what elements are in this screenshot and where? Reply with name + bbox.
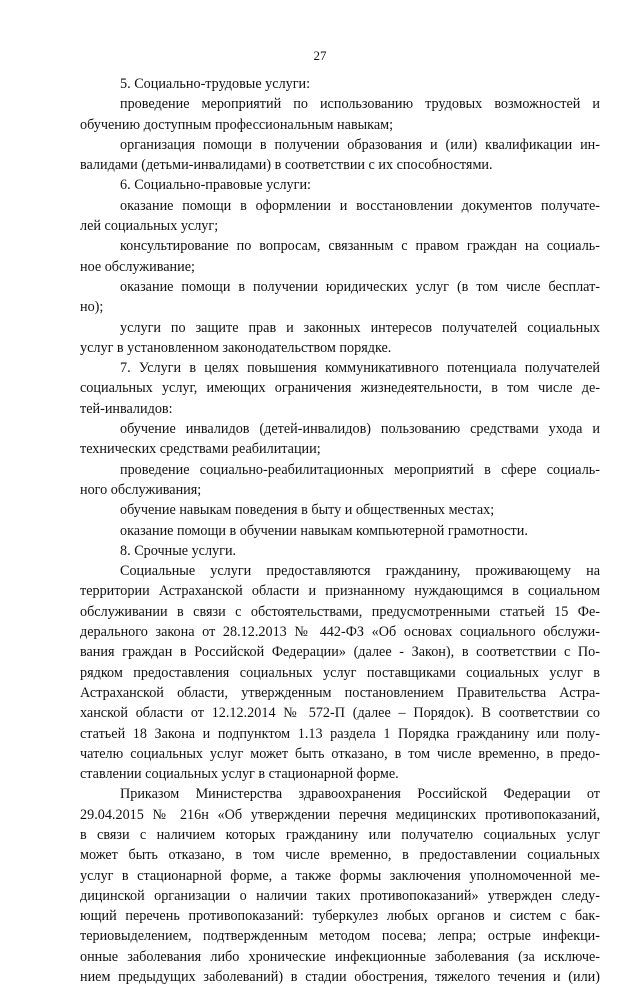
text-line: ставлении социальных услуг в стационарной форме. xyxy=(80,766,399,783)
text-line: обучение навыкам поведения в быту и общественных местах; xyxy=(120,502,495,519)
text-line: оказание помощи в оформлении и восстановлении документов получате- xyxy=(120,197,600,214)
text-line: Приказом Министерства здравоохранения Российской Федерации от xyxy=(120,786,600,803)
text-line: статьей 18 Закона и подпунктом 1.13 раздела 1 Порядка гражданину или полу- xyxy=(80,725,600,742)
text-line: ханской области от 12.12.2014 № 572-П (далее – Порядок). В соответствии со xyxy=(80,705,600,722)
text-line: териовыделением, подтвержденным методом посева; лепра; острые инфекци- xyxy=(80,928,600,945)
page-number: 27 xyxy=(313,48,327,63)
text-line: обслуживании в связи с обстоятельствами, предусмотренными статьей 15 Фе- xyxy=(80,603,600,620)
text-line: ное обслуживание; xyxy=(80,258,195,275)
text-line: социальных услуг, имеющих ограничения жизнедеятельности, в том числе де- xyxy=(80,380,600,397)
text-line: территории Астраханской области и признанному нуждающимся в социальном xyxy=(80,583,600,600)
text-line: 5. Социально-трудовые услуги: xyxy=(120,76,311,92)
text-line: чателю социальных услуг может быть отказано, в том числе временно, в предо- xyxy=(80,745,600,762)
text-line: услуг в установленном законодательством порядке. xyxy=(80,339,392,356)
text-line: онные заболевания либо хронические инфекционные заболевания (за исключе- xyxy=(80,948,600,965)
text-line: проведение социально-реабилитационных мероприятий в сфере социаль- xyxy=(120,461,600,478)
text-line: 6. Социально-правовые услуги: xyxy=(120,177,311,194)
text-line: организация помощи в получении образования и (или) квалификации ин- xyxy=(120,136,600,153)
text-line: обучение инвалидов (детей-инвалидов) пользованию средствами ухода и xyxy=(120,421,600,438)
text-line: Астраханской области, утвержденным постановлением Правительства Астра- xyxy=(80,684,600,701)
text-line: рядком предоставления социальных услуг поставщиками социальных услуг в xyxy=(80,664,600,681)
text-line: вания граждан в Российской Федерации» (далее - Закон), в соответствии с По- xyxy=(80,644,600,661)
text-line: услуг в стационарной форме, а также формы заключения уполномоченной ме- xyxy=(80,867,600,884)
text-line: ного обслуживания; xyxy=(80,481,202,498)
text-line: оказание помощи в обучении навыкам компьютерной грамотности. xyxy=(120,522,528,539)
text-line: Социальные услуги предоставляются гражданину, проживающему на xyxy=(120,563,600,580)
text-line: услуги по защите прав и законных интересов получателей социальных xyxy=(120,319,600,336)
text-line: валидами (детьми-инвалидами) в соответствии с их способностями. xyxy=(80,157,493,174)
text-line: консультирование по вопросам, связанным с правом граждан на социаль- xyxy=(120,238,600,255)
text-line: дицинской организации о наличии таких противопоказаний» утвержден следу- xyxy=(80,887,600,904)
text-line: 7. Услуги в целях повышения коммуникативного потенциала получателей xyxy=(120,360,600,377)
text-line: технических средствами реабилитации; xyxy=(80,441,321,458)
text-line: проведение мероприятий по использованию трудовых возможностей и xyxy=(120,96,600,113)
text-line: в связи с наличием которых гражданину или получателю социальных услуг xyxy=(80,826,600,843)
text-line: тей-инвалидов: xyxy=(80,400,173,417)
document-body xyxy=(80,74,600,987)
text-line: оказание помощи в получении юридических услуг (в том числе бесплат- xyxy=(120,278,600,295)
text-line: дерального закона от 28.12.2013 № 442-ФЗ «Об основах социального обслужи- xyxy=(80,624,600,641)
text-line: 8. Срочные услуги. xyxy=(120,542,237,559)
text-line: но); xyxy=(80,299,104,316)
text-line: 29.04.2015 № 216н «Об утверждении перечня медицинских противопоказаний, xyxy=(80,806,600,823)
text-line: нием предыдущих заболеваний) в стадии обострения, тяжелого течения и (или) xyxy=(80,969,600,986)
text-line: лей социальных услуг; xyxy=(80,218,219,235)
text-line: ющий перечень противопоказаний: туберкулез любых органов и систем с бак- xyxy=(80,908,600,925)
text-line: обучению доступным профессиональным навыкам; xyxy=(80,116,394,133)
text-line: может быть отказано, в том числе временно, в предоставлении социальных xyxy=(80,847,600,864)
